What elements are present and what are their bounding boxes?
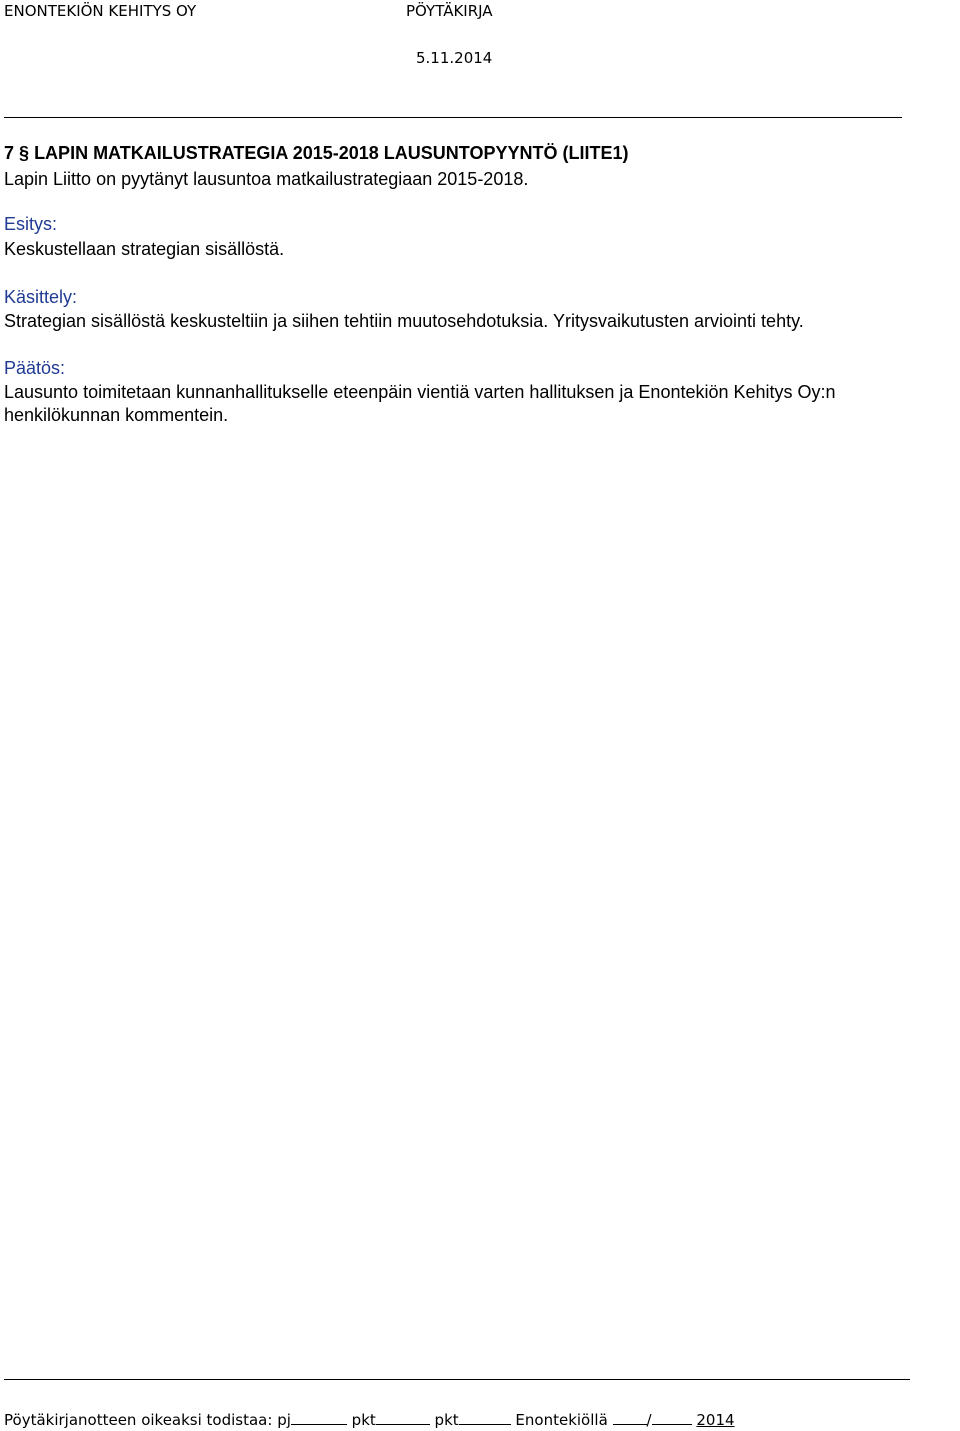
paatos-text-line1: Lausunto toimitetaan kunnanhallitukselle eteenpäin vientiä varten hallituksen ja Enontekiön Kehitys Oy:n [4,382,836,402]
paatos-text-line2: henkilökunnan kommentein. [4,405,229,425]
month-blank [652,1409,692,1425]
section-title: LAPIN MATKAILUSTRATEGIA 2015-2018 LAUSUNTOPYYNTÖ (LIITE1) [34,143,629,163]
header-rule [4,117,902,118]
kasittely-label: Käsittely: [4,287,78,307]
section-intro: Lapin Liitto on pyytänyt lausuntoa matkailustrategiaan 2015-2018. [4,169,529,189]
document-type: PÖYTÄKIRJA [406,2,493,20]
date-separator: / [646,1411,652,1429]
pj-signature-blank [291,1409,347,1425]
section-symbol: § [19,143,30,163]
paatos-label: Päätös: [4,358,66,378]
esitys-text: Keskustellaan strategian sisällöstä. [4,239,285,259]
section-heading [4,142,628,165]
year-value: 2014 [696,1411,735,1429]
footer-rule [4,1379,910,1380]
place-label: Enontekiöllä [515,1411,608,1429]
pkt-signature-blank-1 [376,1409,430,1425]
pkt-label-2: pkt [434,1411,459,1429]
pkt-label-1: pkt [351,1411,376,1429]
section-number: 7 [4,143,15,163]
certification-line [4,1409,735,1430]
pkt-signature-blank-2 [459,1409,511,1425]
esitys-label: Esitys: [4,214,58,234]
document-date: 5.11.2014 [416,49,493,67]
company-name: ENONTEKIÖN KEHITYS OY [4,2,197,20]
day-blank [613,1409,647,1425]
certification-prefix: Pöytäkirjanotteen oikeaksi todistaa: pj [4,1411,291,1429]
kasittely-text: Strategian sisällöstä keskusteltiin ja siihen tehtiin muutosehdotuksia. Yritysvaikutusten arviointi tehty. [4,311,804,331]
